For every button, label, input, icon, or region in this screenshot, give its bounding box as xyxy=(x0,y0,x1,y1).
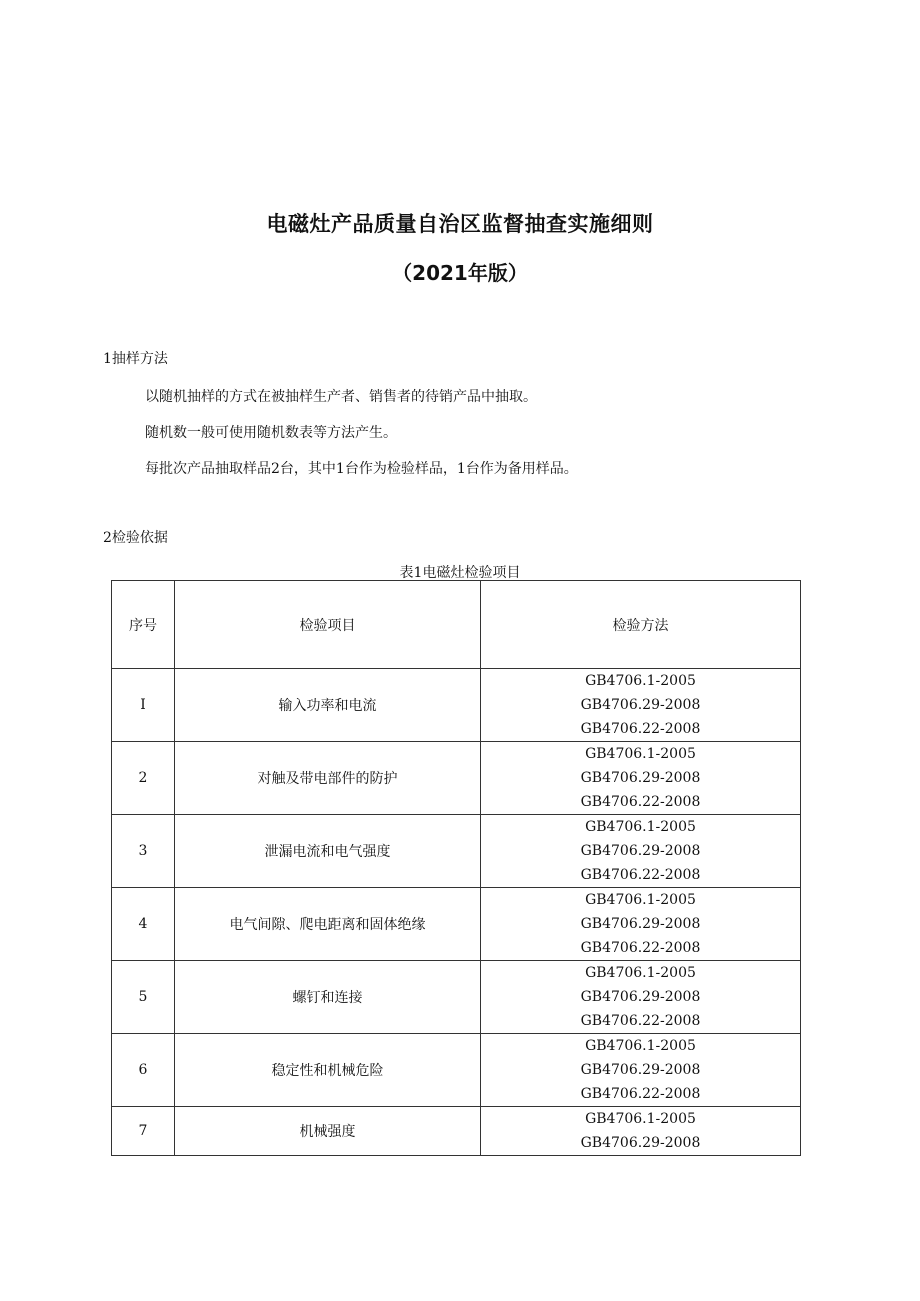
cell-methods xyxy=(481,1107,801,1156)
document-subtitle: （2021年版） xyxy=(392,261,528,285)
section-1-heading: 1抽样方法 xyxy=(103,351,168,367)
method-standard: GB4706.22-2008 xyxy=(580,794,701,810)
cell-number: 3 xyxy=(112,815,175,888)
method-standard: GB4706.29-2008 xyxy=(580,916,701,932)
method-standard: GB4706.22-2008 xyxy=(580,940,701,956)
cell-item: 电气间隙、爬电距离和固体绝缘 xyxy=(175,888,481,961)
cell-methods xyxy=(481,1034,801,1107)
cell-methods xyxy=(481,742,801,815)
method-standard: GB4706.22-2008 xyxy=(580,867,701,883)
method-standard: GB4706.29-2008 xyxy=(580,843,701,859)
method-standard: GB4706.29-2008 xyxy=(580,1062,701,1078)
method-standard: GB4706.29-2008 xyxy=(580,989,701,1005)
method-standard: GB4706.29-2008 xyxy=(580,1135,701,1151)
cell-number: I xyxy=(112,669,175,742)
table-row xyxy=(112,961,801,1034)
header-item: 检验项目 xyxy=(175,581,481,669)
table-row xyxy=(112,888,801,961)
method-standard: GB4706.22-2008 xyxy=(580,1086,701,1102)
cell-number: 2 xyxy=(112,742,175,815)
cell-number: 6 xyxy=(112,1034,175,1107)
method-standard: GB4706.22-2008 xyxy=(580,721,701,737)
table-row xyxy=(112,1034,801,1107)
document-title: 电磁灶产品质量自治区监督抽查实施细则 xyxy=(266,212,654,236)
cell-item: 对触及带电部件的防护 xyxy=(175,742,481,815)
table-row xyxy=(112,815,801,888)
header-method: 检验方法 xyxy=(481,581,801,669)
method-standard: GB4706.1-2005 xyxy=(585,746,696,762)
table-body xyxy=(112,669,801,1156)
cell-methods xyxy=(481,888,801,961)
table-row xyxy=(112,669,801,742)
table-row xyxy=(112,742,801,815)
cell-item: 螺钉和连接 xyxy=(175,961,481,1034)
table-row xyxy=(112,1107,801,1156)
section-1-paragraph: 随机数一般可使用随机数表等方法产生。 xyxy=(145,425,397,441)
cell-number: 4 xyxy=(112,888,175,961)
cell-number: 5 xyxy=(112,961,175,1034)
cell-item: 稳定性和机械危险 xyxy=(175,1034,481,1107)
cell-methods xyxy=(481,815,801,888)
cell-methods xyxy=(481,961,801,1034)
cell-item: 泄漏电流和电气强度 xyxy=(175,815,481,888)
method-standard: GB4706.29-2008 xyxy=(580,770,701,786)
method-standard: GB4706.1-2005 xyxy=(585,673,696,689)
header-number: 序号 xyxy=(112,581,175,669)
method-standard: GB4706.29-2008 xyxy=(580,697,701,713)
method-standard: GB4706.1-2005 xyxy=(585,892,696,908)
cell-number: 7 xyxy=(112,1107,175,1156)
method-standard: GB4706.1-2005 xyxy=(585,1038,696,1054)
method-standard: GB4706.1-2005 xyxy=(585,965,696,981)
section-2-heading: 2检验依据 xyxy=(103,530,168,546)
section-1-paragraph: 每批次产品抽取样品2台，其中1台作为检验样品，1台作为备用样品。 xyxy=(145,461,578,477)
inspection-items-table xyxy=(111,580,801,1156)
cell-item: 机械强度 xyxy=(175,1107,481,1156)
section-1-paragraph: 以随机抽样的方式在被抽样生产者、销售者的待销产品中抽取。 xyxy=(145,389,537,405)
method-standard: GB4706.1-2005 xyxy=(585,1111,696,1127)
table-header-row xyxy=(112,581,801,669)
table-caption: 表1电磁灶检验项目 xyxy=(399,565,521,581)
method-standard: GB4706.22-2008 xyxy=(580,1013,701,1029)
cell-item: 输入功率和电流 xyxy=(175,669,481,742)
method-standard: GB4706.1-2005 xyxy=(585,819,696,835)
cell-methods xyxy=(481,669,801,742)
